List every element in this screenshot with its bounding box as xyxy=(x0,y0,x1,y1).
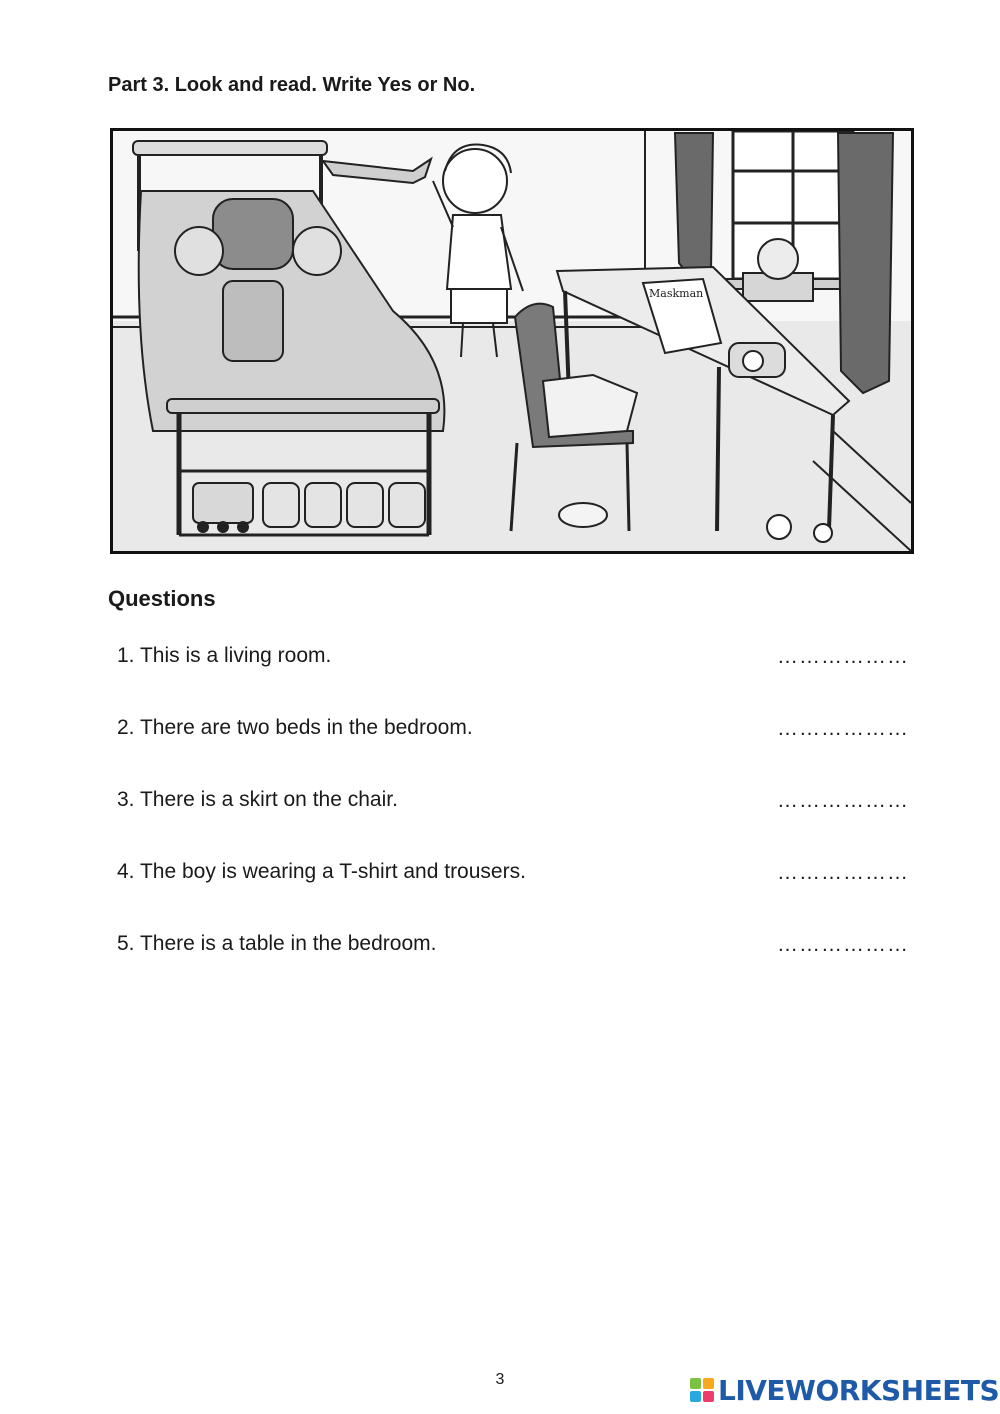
questions-title: Questions xyxy=(108,586,216,611)
question-item xyxy=(117,860,907,932)
magazine-title: Maskman xyxy=(649,287,704,300)
answer-field-4[interactable] xyxy=(769,860,909,886)
logo-grid-icon xyxy=(690,1378,714,1402)
worksheet-heading: Part 3. Look and read. Write Yes or No. xyxy=(108,74,476,96)
question-item xyxy=(117,644,907,716)
question-text: 4. The boy is wearing a T-shirt and trousers. xyxy=(117,860,526,883)
question-item xyxy=(117,716,907,788)
questions-list xyxy=(117,644,907,1004)
camera xyxy=(729,343,785,377)
ball xyxy=(767,515,791,539)
question-text: 5. There is a table in the bedroom. xyxy=(117,932,437,955)
left-curtain xyxy=(675,133,713,281)
question-text: 3. There is a skirt on the chair. xyxy=(117,788,398,811)
skateboard-wheel xyxy=(814,524,832,542)
answer-field-5[interactable] xyxy=(769,932,909,958)
answer-field-3[interactable] xyxy=(769,788,909,814)
question-text: 1. This is a living room. xyxy=(117,644,332,667)
page-number: 3 xyxy=(495,1371,505,1388)
liveworksheets-logo[interactable] xyxy=(690,1374,999,1406)
bedroom-illustration xyxy=(110,128,914,554)
question-item xyxy=(117,788,907,860)
answer-field-1[interactable] xyxy=(769,644,909,670)
question-item xyxy=(117,932,907,1004)
right-curtain xyxy=(838,133,893,393)
answer-field-2[interactable] xyxy=(769,716,909,742)
cap xyxy=(559,503,607,527)
question-text: 2. There are two beds in the bedroom. xyxy=(117,716,473,739)
logo-text: LIVEWORKSHEETS xyxy=(718,1373,1000,1407)
